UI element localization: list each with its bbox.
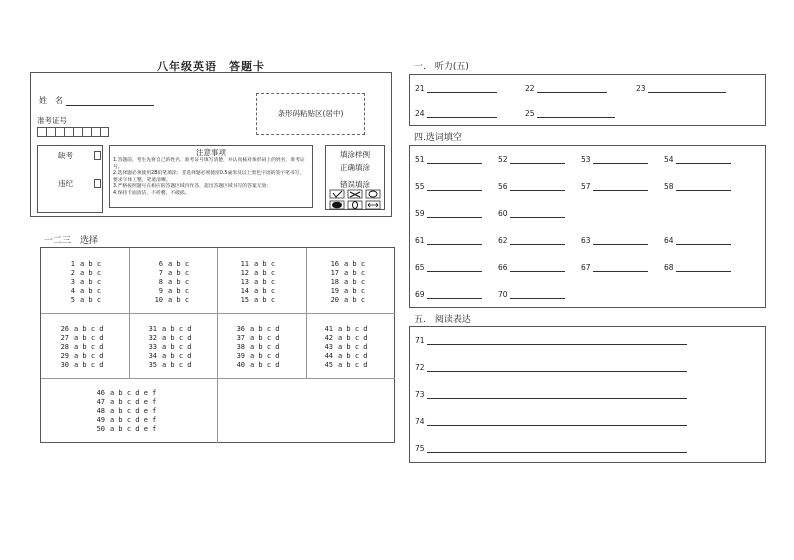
notes-box <box>109 145 313 208</box>
choice-block-2[interactable] <box>149 260 189 305</box>
choice-row-31[interactable] <box>143 325 192 334</box>
answer-options[interactable]: a b c <box>80 260 102 268</box>
answer-24[interactable]: 24 <box>415 109 497 118</box>
answer-options[interactable]: a b c d <box>250 325 280 333</box>
question-number: 47 <box>96 398 105 406</box>
answer-options[interactable]: a b c d e f <box>110 398 157 406</box>
question-number: 37 <box>236 334 245 342</box>
question-number: 32 <box>148 334 157 342</box>
question-number: 36 <box>236 325 245 333</box>
answer-options[interactable]: a b c d e f <box>110 407 157 415</box>
listening-box <box>409 74 766 126</box>
answer-options[interactable]: a b c <box>168 296 190 304</box>
choice-row-19[interactable] <box>325 287 365 296</box>
choice-row-29[interactable] <box>55 352 104 361</box>
answer-59[interactable]: 59 <box>415 209 482 218</box>
exam-id-label: 准考证号 <box>37 116 67 125</box>
answer-25[interactable]: 25 <box>525 109 615 118</box>
question-number: 34 <box>148 352 157 360</box>
answer-21[interactable]: 21 <box>415 84 497 93</box>
answer-60[interactable]: 60 <box>498 209 565 218</box>
choice-row-1[interactable] <box>61 260 101 269</box>
choice-row-10[interactable] <box>149 296 189 305</box>
note-3: 3.严格按照题号在相应的答题区域内作答，超出答题区域书写的答案无效； <box>113 184 272 189</box>
answer-options[interactable]: a b c d <box>250 343 280 351</box>
violation-label: 违纪 <box>58 179 73 188</box>
choice-row-30[interactable] <box>55 361 104 370</box>
choice-row-46[interactable] <box>91 389 156 398</box>
choice-block-6[interactable] <box>143 325 192 370</box>
fill-sample-icons <box>326 188 384 210</box>
question-number: 29 <box>60 352 69 360</box>
answer-23[interactable]: 23 <box>636 84 726 93</box>
choice-block-8[interactable] <box>319 325 368 370</box>
answer-options[interactable]: a b c d e f <box>110 416 157 424</box>
answer-51[interactable]: 51 <box>415 155 482 164</box>
absent-violation-box <box>37 145 103 213</box>
choice-row-44[interactable] <box>319 352 368 361</box>
question-number: 35 <box>148 361 157 369</box>
choice-row-41[interactable] <box>319 325 368 334</box>
question-number: 20 <box>330 296 339 304</box>
choice-row-34[interactable] <box>143 352 192 361</box>
answer-options[interactable]: a b c <box>168 278 190 286</box>
answer-options[interactable]: a b c <box>254 278 276 286</box>
choice-row-48[interactable] <box>91 407 156 416</box>
choice-row-14[interactable] <box>235 287 275 296</box>
answer-options[interactable]: a b c d e f <box>110 425 157 433</box>
choice-block-1[interactable] <box>61 260 101 305</box>
choice-row-38[interactable] <box>231 343 280 352</box>
answer-75[interactable]: 75 <box>415 444 687 453</box>
question-number: 31 <box>148 325 157 333</box>
answer-options[interactable]: a b c <box>254 287 276 295</box>
question-number: 46 <box>96 389 105 397</box>
choice-row-43[interactable] <box>319 343 368 352</box>
answer-options[interactable]: a b c <box>344 278 366 286</box>
choice-row-42[interactable] <box>319 334 368 343</box>
answer-53[interactable]: 53 <box>581 155 648 164</box>
cloze-box <box>409 145 766 308</box>
barcode-label: 条形码粘贴区(居中) <box>277 109 344 118</box>
answer-options[interactable]: a b c d <box>250 352 280 360</box>
choice-row-4[interactable] <box>61 287 101 296</box>
exam-id-boxes[interactable] <box>37 127 109 137</box>
absent-checkbox[interactable] <box>94 151 101 160</box>
choice-block-4[interactable] <box>325 260 365 305</box>
answer-options[interactable]: a b c <box>168 269 190 277</box>
question-number: 6 <box>158 260 163 268</box>
answer-options[interactable]: a b c d <box>162 343 192 351</box>
violation-checkbox[interactable] <box>94 179 101 188</box>
answer-options[interactable]: a b c d <box>162 325 192 333</box>
reading-box <box>409 326 766 463</box>
choice-row-47[interactable] <box>91 398 156 407</box>
absent-label: 缺考 <box>58 151 73 160</box>
answer-options[interactable]: a b c <box>254 260 276 268</box>
choice-row-13[interactable] <box>235 278 275 287</box>
answer-options[interactable]: a b c <box>80 269 102 277</box>
answer-52[interactable]: 52 <box>498 155 565 164</box>
choice-row-2[interactable] <box>61 269 101 278</box>
choice-row-12[interactable] <box>235 269 275 278</box>
answer-64[interactable]: 64 <box>664 236 731 245</box>
question-number: 11 <box>240 260 249 268</box>
answer-62[interactable]: 62 <box>498 236 565 245</box>
choice-row-3[interactable] <box>61 278 101 287</box>
note-1: 1.答题前，考生先将自己的姓名、准考证号填写清楚，并认真核对条形码上的姓名、准考证号。 <box>113 158 305 170</box>
barcode-area <box>256 93 365 135</box>
question-number: 14 <box>240 287 249 295</box>
choice-row-32[interactable] <box>143 334 192 343</box>
question-number: 8 <box>158 278 163 286</box>
answer-69[interactable]: 69 <box>415 290 482 299</box>
answer-options[interactable]: a b c d <box>162 361 192 369</box>
question-number: 26 <box>60 325 69 333</box>
answer-options[interactable]: a b c d <box>74 325 104 333</box>
choice-row-40[interactable] <box>231 361 280 370</box>
answer-options[interactable]: a b c d <box>338 325 368 333</box>
answer-72[interactable]: 72 <box>415 363 687 372</box>
answer-56[interactable]: 56 <box>498 182 565 191</box>
question-number: 2 <box>70 269 75 277</box>
answer-options[interactable]: a b c <box>344 269 366 277</box>
choice-grid <box>40 247 395 443</box>
answer-58[interactable]: 58 <box>664 182 731 191</box>
answer-options[interactable]: a b c <box>80 278 102 286</box>
notes-title: 注意事项 <box>196 148 226 157</box>
answer-options[interactable]: a b c <box>344 287 366 295</box>
answer-22[interactable]: 22 <box>525 84 607 93</box>
answer-options[interactable]: a b c d <box>162 352 192 360</box>
choice-row-5[interactable] <box>61 296 101 305</box>
choice-row-50[interactable] <box>91 425 156 434</box>
question-number: 40 <box>236 361 245 369</box>
correct-fill-label: 正确填涂 <box>340 163 370 172</box>
answer-options[interactable]: a b c d <box>338 334 368 342</box>
answer-options[interactable]: a b c <box>344 260 366 268</box>
answer-options[interactable]: a b c d <box>162 334 192 342</box>
choice-block-9[interactable] <box>91 389 156 434</box>
choice-row-49[interactable] <box>91 416 156 425</box>
answer-options[interactable]: a b c d <box>74 343 104 351</box>
question-number: 30 <box>60 361 69 369</box>
question-number: 13 <box>240 278 249 286</box>
answer-73[interactable]: 73 <box>415 390 687 399</box>
question-number: 17 <box>330 269 339 277</box>
cloze-heading: 四.选词填空 <box>414 133 462 143</box>
question-number: 4 <box>70 287 75 295</box>
note-4: 4.保持卡面清洁，不折叠，不破损。 <box>113 190 190 196</box>
question-number: 38 <box>236 343 245 351</box>
choice-row-9[interactable] <box>149 287 189 296</box>
question-number: 1 <box>70 260 75 268</box>
question-number: 3 <box>70 278 75 286</box>
choice-row-36[interactable] <box>231 325 280 334</box>
wrong-fill-label: 错误填涂 <box>340 180 370 189</box>
choice-heading: 一二三 选择 <box>44 236 99 246</box>
answer-options[interactable]: a b c <box>254 296 276 304</box>
answer-70[interactable]: 70 <box>498 290 565 299</box>
question-number: 48 <box>96 407 105 415</box>
answer-66[interactable]: 66 <box>498 263 565 272</box>
choice-row-39[interactable] <box>231 352 280 361</box>
question-number: 49 <box>96 416 105 424</box>
page-title: 八年级英语 答题卡 <box>157 60 265 73</box>
question-number: 18 <box>330 278 339 286</box>
choice-row-27[interactable] <box>55 334 104 343</box>
answer-63[interactable]: 63 <box>581 236 648 245</box>
choice-row-37[interactable] <box>231 334 280 343</box>
answer-68[interactable]: 68 <box>664 263 731 272</box>
answer-options[interactable]: a b c <box>168 260 190 268</box>
choice-row-28[interactable] <box>55 343 104 352</box>
student-info-panel <box>30 72 392 217</box>
listening-heading: 一. 听力(五) <box>414 62 469 72</box>
choice-block-3[interactable] <box>235 260 275 305</box>
answer-67[interactable]: 67 <box>581 263 648 272</box>
choice-row-11[interactable] <box>235 260 275 269</box>
question-number: 41 <box>324 325 333 333</box>
answer-61[interactable]: 61 <box>415 236 482 245</box>
answer-74[interactable]: 74 <box>415 417 687 426</box>
choice-row-33[interactable] <box>143 343 192 352</box>
question-number: 42 <box>324 334 333 342</box>
choice-row-17[interactable] <box>325 269 365 278</box>
answer-55[interactable]: 55 <box>415 182 482 191</box>
answer-options[interactable]: a b c <box>344 296 366 304</box>
choice-row-45[interactable] <box>319 361 368 370</box>
answer-options[interactable]: a b c d <box>338 343 368 351</box>
question-number: 16 <box>330 260 339 268</box>
question-number: 33 <box>148 343 157 351</box>
question-number: 12 <box>240 269 249 277</box>
question-number: 45 <box>324 361 333 369</box>
question-number: 39 <box>236 352 245 360</box>
reading-heading: 五. 阅读表达 <box>414 315 471 325</box>
choice-row-7[interactable] <box>149 269 189 278</box>
choice-row-6[interactable] <box>149 260 189 269</box>
answer-options[interactable]: a b c d <box>74 334 104 342</box>
question-number: 43 <box>324 343 333 351</box>
question-number: 27 <box>60 334 69 342</box>
answer-options[interactable]: a b c d <box>250 334 280 342</box>
answer-options[interactable]: a b c d <box>74 352 104 360</box>
name-label: 姓 名 <box>39 96 63 105</box>
answer-options[interactable]: a b c d <box>338 361 368 369</box>
answer-options[interactable]: a b c d <box>250 361 280 369</box>
question-number: 5 <box>70 296 75 304</box>
question-number: 7 <box>158 269 163 277</box>
answer-options[interactable]: a b c d <box>338 352 368 360</box>
fill-example-box <box>325 145 385 210</box>
question-number: 19 <box>330 287 339 295</box>
choice-block-7[interactable] <box>231 325 280 370</box>
answer-65[interactable]: 65 <box>415 263 482 272</box>
answer-options[interactable]: a b c <box>168 287 190 295</box>
question-number: 50 <box>96 425 105 433</box>
answer-57[interactable]: 57 <box>581 182 648 191</box>
answer-options[interactable]: a b c <box>254 269 276 277</box>
fill-example-label: 填涂样例 <box>340 150 370 159</box>
answer-options[interactable]: a b c d <box>74 361 104 369</box>
answer-options[interactable]: a b c <box>80 287 102 295</box>
question-number: 15 <box>240 296 249 304</box>
note-2: 2.选择题必须使用2B铅笔填涂；非选择题必须使用0.5毫米及以上黑色字迹的签字笔书写，要求字体工整，笔迹清晰。 <box>113 171 305 183</box>
question-number: 10 <box>154 296 163 304</box>
choice-row-35[interactable] <box>143 361 192 370</box>
question-number: 9 <box>158 287 163 295</box>
choice-row-16[interactable] <box>325 260 365 269</box>
name-field[interactable] <box>39 95 154 106</box>
question-number: 44 <box>324 352 333 360</box>
answer-options[interactable]: a b c <box>80 296 102 304</box>
answer-options[interactable]: a b c d e f <box>110 389 157 397</box>
choice-block-5[interactable] <box>55 325 104 370</box>
choice-row-18[interactable] <box>325 278 365 287</box>
answer-54[interactable]: 54 <box>664 155 731 164</box>
choice-row-26[interactable] <box>55 325 104 334</box>
choice-row-20[interactable] <box>325 296 365 305</box>
choice-row-8[interactable] <box>149 278 189 287</box>
answer-71[interactable]: 71 <box>415 336 687 345</box>
choice-row-15[interactable] <box>235 296 275 305</box>
question-number: 28 <box>60 343 69 351</box>
